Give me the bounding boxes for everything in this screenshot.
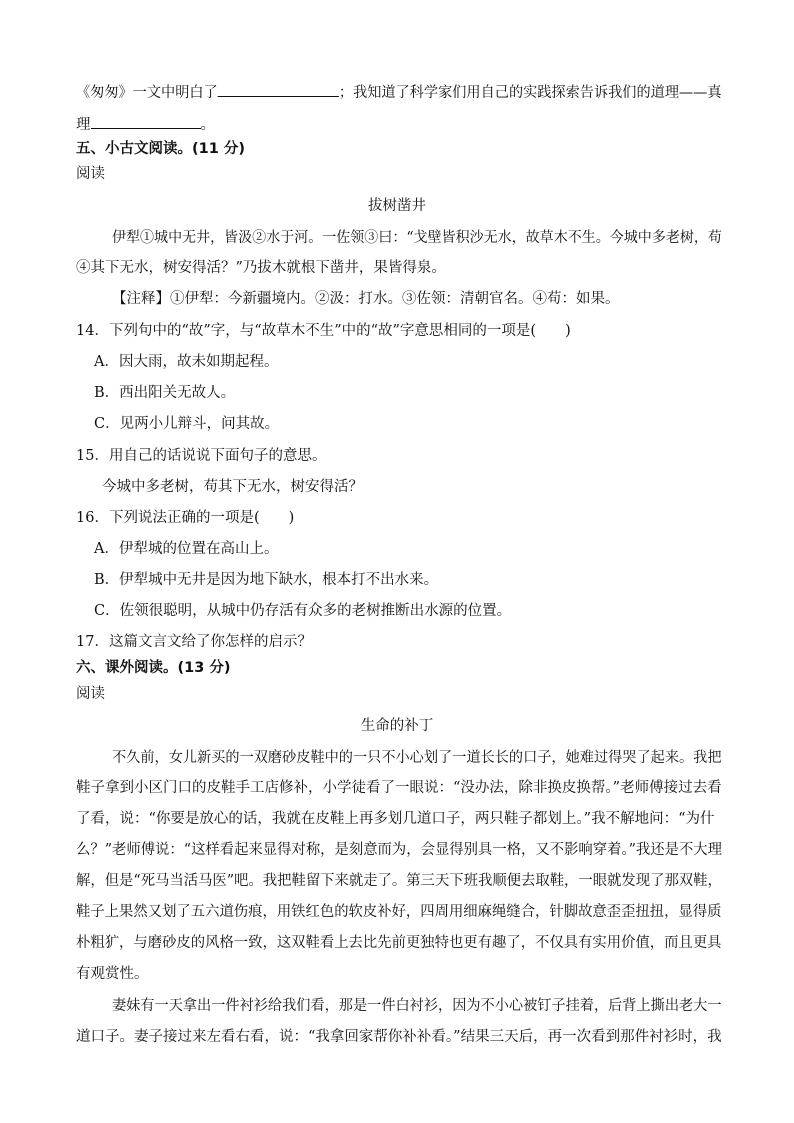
passage-line: 道口子。妻子接过来左看右看，说：“我拿回家帮你补补看。”结果三天后，再一次看到那件衬衫时，我 [76, 1029, 722, 1045]
question-sentence: 今城中多老树，苟其下无水，树安得活？ [102, 479, 363, 495]
option-a[interactable]: A．伊犁城的位置在高山上。 [94, 541, 279, 557]
passage-line: 么？”老师傅说：“这样看起来显得对称，是刻意而为，会显得别具一格，又不影响穿着。”我还是不大理 [76, 842, 723, 858]
text-segment: 理 [76, 117, 91, 133]
option-c[interactable]: C．见两小儿辩斗，问其故。 [94, 416, 280, 432]
text-segment: 。 [200, 117, 215, 133]
option-b[interactable]: B．伊犁城中无井是因为地下缺水，根本打不出水来。 [94, 572, 439, 588]
passage-line: 鞋子拿到小区门口的皮鞋手工店修补，小学徒看了一眼说：“没办法，除非换皮换帮。”老师傅接过去看 [76, 780, 722, 796]
passage-line: 有观赏性。 [76, 966, 149, 982]
passage-line: 妻妹有一天拿出一件衬衫给我们看，那是一件白衬衫，因为不小心被钉子挂着，后背上撕出老大一 [112, 998, 722, 1014]
read-label: 阅读 [76, 166, 105, 182]
option-b[interactable]: B．西出阳关无故人。 [94, 385, 236, 401]
passage-title: 拔树凿井 [368, 198, 426, 214]
question-16: 16．下列说法正确的一项是( ) [76, 510, 295, 526]
question-15: 15．用自己的话说说下面句子的意思。 [76, 448, 327, 464]
text-line [76, 114, 215, 135]
passage-line: 了看，说：“你要是放心的话，我就在皮鞋上再多划几道口子，两只鞋子都划上。”我不解地问：“为什 [76, 811, 715, 827]
read-label: 阅读 [76, 686, 105, 702]
passage-line: 鞋子上果然又划了五六道伤痕，用铁红色的软皮补好，四周用细麻绳缝合，针脚故意歪歪扭扭，显得质 [76, 904, 722, 920]
answer-blank[interactable] [91, 114, 201, 129]
passage-line: 伊犁①城中无井，皆汲②水于河。一佐领③曰：“戈壁皆积沙无水，故草木不生。今城中多老树，苟 [112, 230, 722, 246]
text-segment: ；我知道了科学家们用自己的实践探索告诉我们的道理——真 [338, 85, 722, 101]
passage-line: 朴粗犷，与磨砂皮的风格一致，这双鞋看上去比先前更独特也更有趣了，不仅具有实用价值，而且更具 [76, 935, 722, 951]
passage-title: 生命的补丁 [360, 718, 434, 734]
passage-line: 不久前，女儿新买的一双磨砂皮鞋中的一只不小心划了一道长长的口子，她难过得哭了起来。我把 [112, 750, 722, 766]
question-17: 17．这篇文言文给了你怎样的启示？ [76, 634, 312, 650]
answer-blank[interactable] [218, 82, 339, 97]
passage-line: ④其下无水，树安得活？”乃拔木就根下凿井，果皆得泉。 [76, 260, 446, 276]
section-heading: 六、课外阅读。(13 分) [76, 660, 231, 676]
text-segment: 《匆匆》一文中明白了 [76, 85, 218, 101]
text-line [76, 82, 722, 103]
option-a[interactable]: A．因大雨，故未如期起程。 [94, 354, 279, 370]
section-heading: 五、小古文阅读。(11 分) [76, 141, 245, 157]
annotation-note: 【注释】①伊犁：今新疆境内。②汲：打水。③佐领：清朝官名。④苟：如果。 [112, 291, 620, 307]
question-14: 14．下列句中的“故”字，与“故草木不生”中的“故”字意思相同的一项是( ) [76, 323, 571, 339]
option-c[interactable]: C．佐领很聪明，从城中仍存活有众多的老树推断出水源的位置。 [94, 603, 512, 619]
passage-line: 解，但是“死马当活马医”吧。我把鞋留下来就走了。第三天下班我顺便去取鞋，一眼就发现了那双鞋， [76, 873, 722, 889]
